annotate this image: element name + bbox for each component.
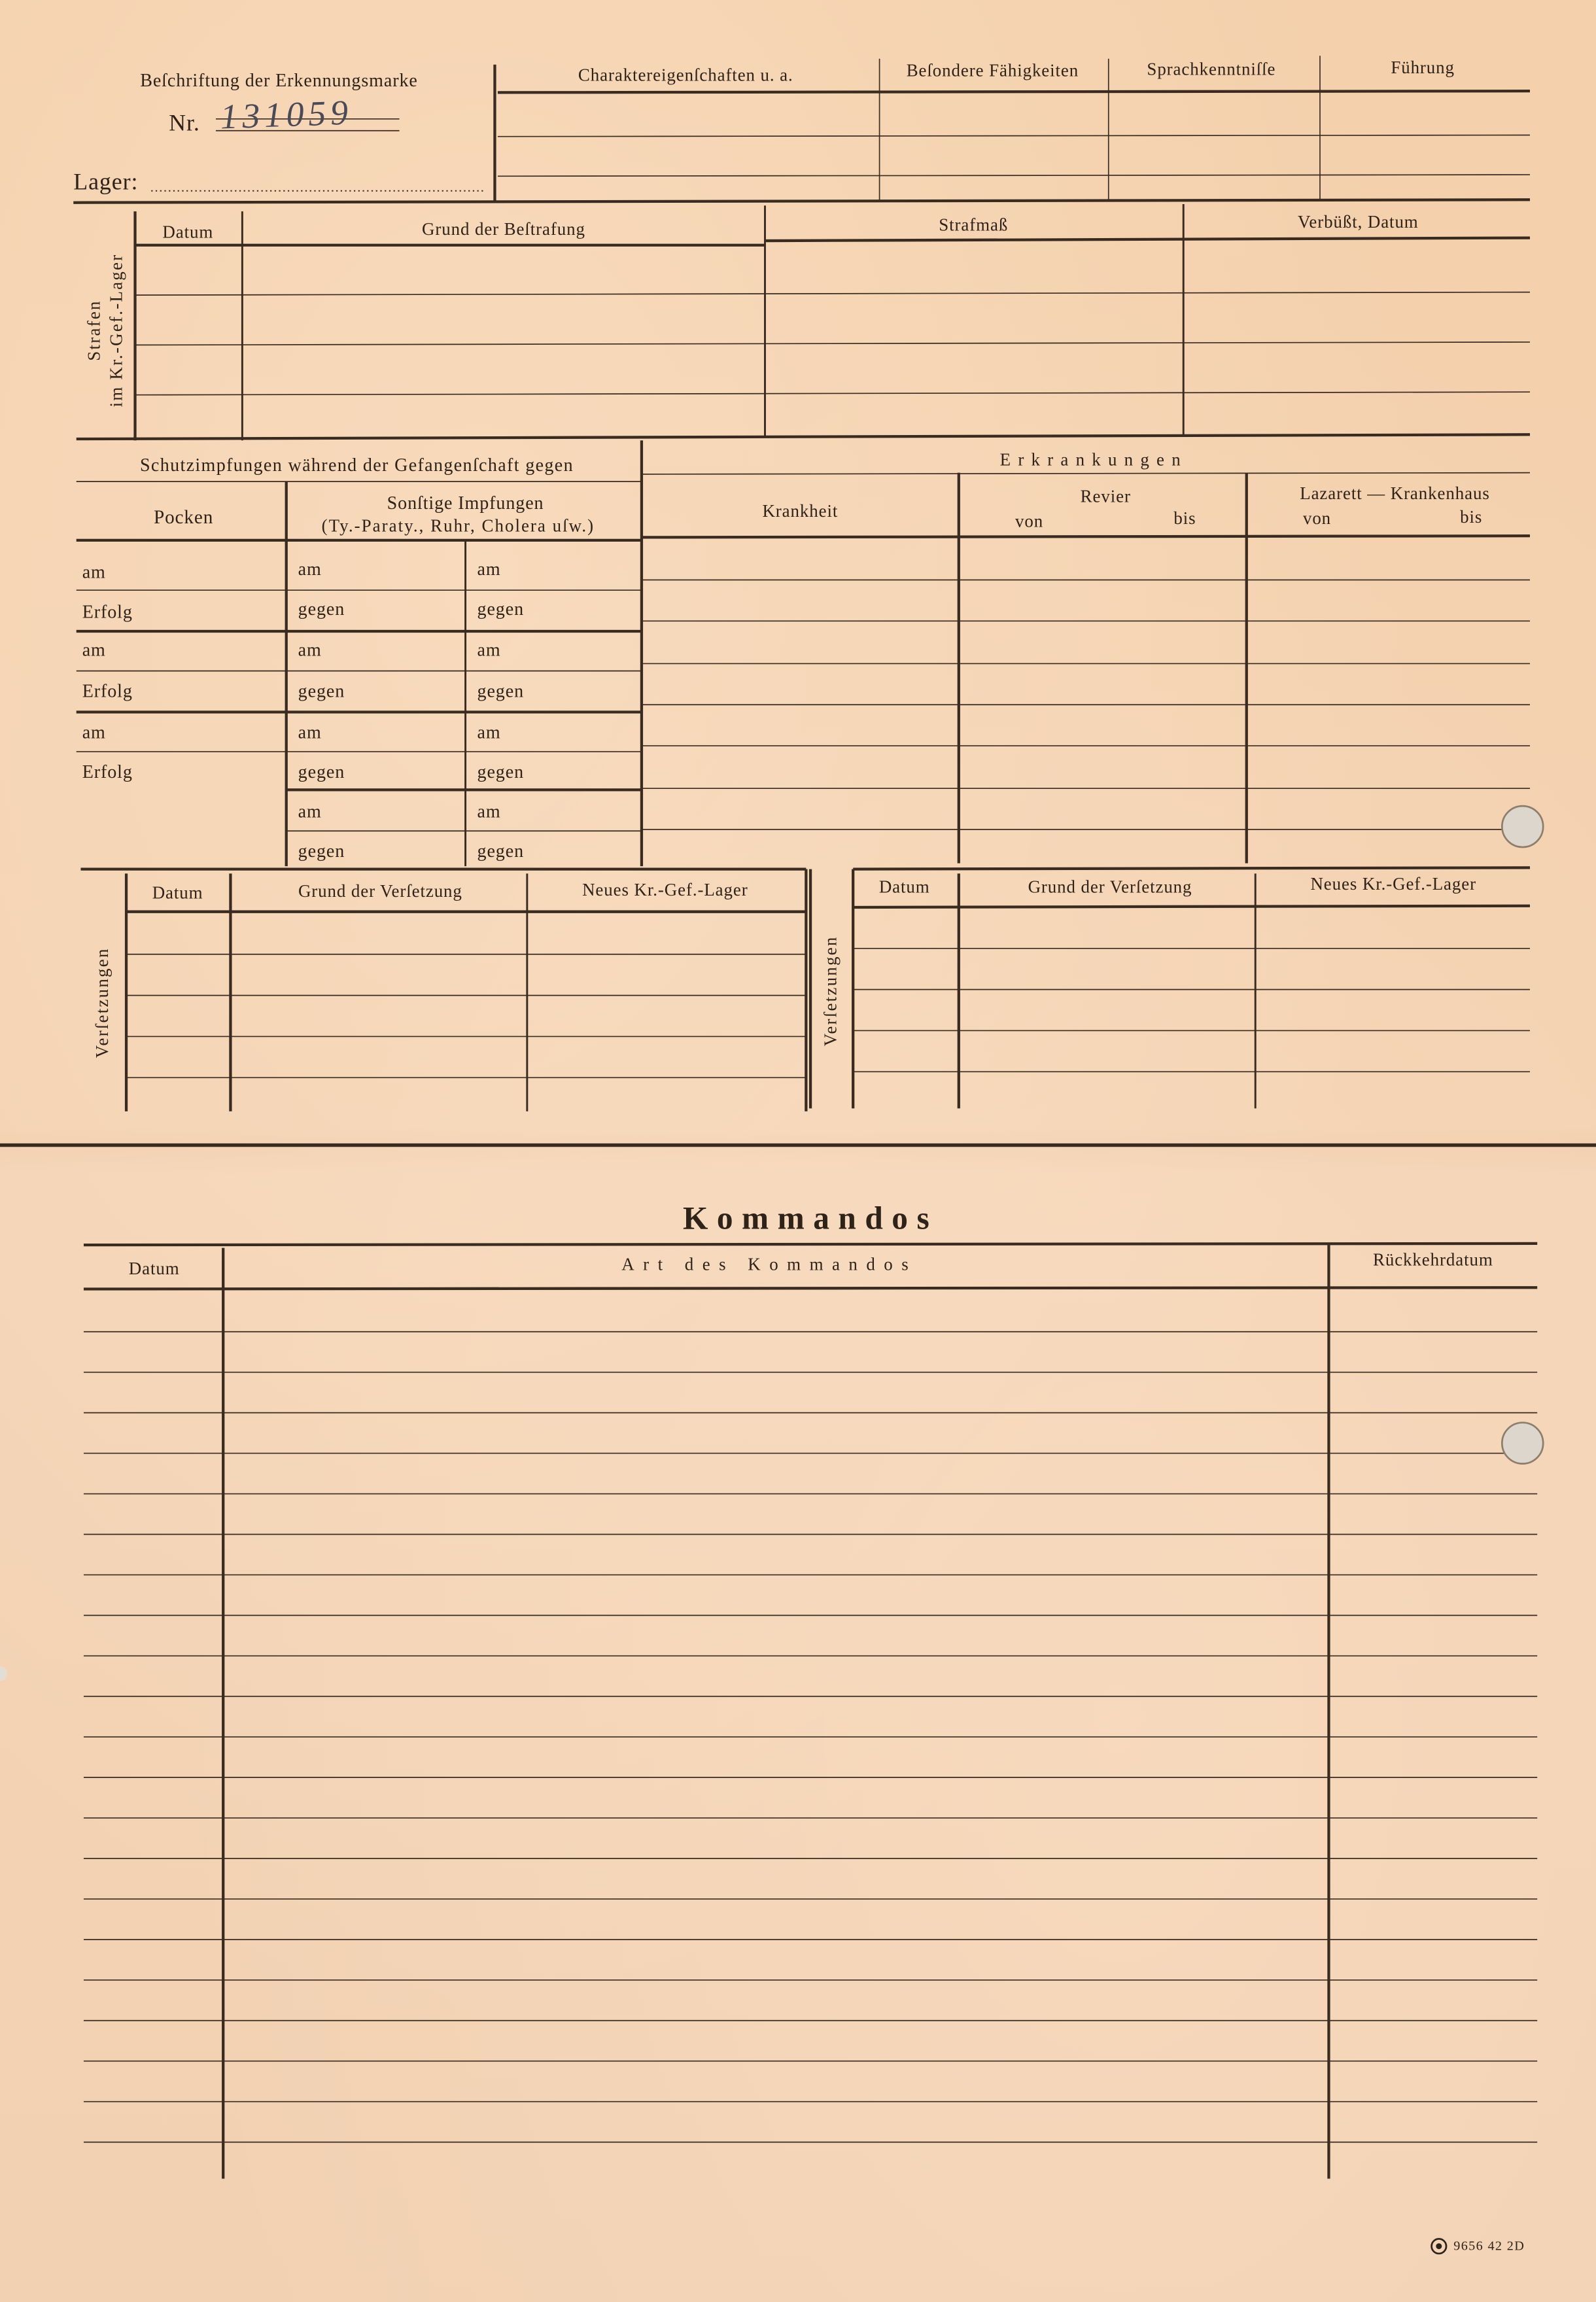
side-label-line: Verſetzungen — [820, 935, 841, 1047]
row-rule — [135, 292, 1530, 295]
header-abilities: Beſondere Fähigkeiten — [906, 60, 1079, 81]
header-other-vaccinations: Sonſtige Impfungen — [387, 493, 544, 514]
row-rule — [77, 434, 1530, 439]
pox-result-label: Erfolg — [82, 601, 133, 623]
row-rule — [498, 135, 1530, 136]
header-command-kind: Art des Kommandos — [621, 1253, 918, 1275]
header-new-camp: Neues Kr.-Gef.-Lager — [1310, 873, 1477, 894]
header-transfer-date: Datum — [878, 876, 930, 898]
header-penalty: Strafmaß — [939, 214, 1009, 235]
header-hospital-from: von — [1302, 508, 1332, 529]
pox-date-label: am — [82, 722, 106, 743]
other-against-label: gegen — [477, 841, 525, 862]
header-transfer-date: Datum — [152, 882, 203, 903]
commands-title: Kommandos — [683, 1199, 939, 1236]
row-rule — [135, 342, 1530, 345]
other-against-label: gegen — [477, 761, 525, 782]
transfers-side-label — [92, 947, 114, 1058]
row-rule — [853, 906, 1530, 907]
header-other-examples: (Ty.-Paraty., Ruhr, Cholera uſw.) — [321, 515, 595, 536]
header-transfer-reason: Grund der Verſetzung — [1028, 876, 1192, 898]
header-sickbay-to: bis — [1173, 508, 1196, 529]
other-against-label: gegen — [298, 841, 345, 862]
pox-result-label: Erfolg — [82, 680, 133, 702]
prisoner-number: 131059 — [219, 94, 353, 137]
row-rule — [853, 867, 1530, 869]
row-rule — [765, 238, 1529, 241]
header-conduct: Führung — [1391, 57, 1455, 78]
print-mark-icon — [1432, 2239, 1446, 2253]
row-rule — [135, 392, 1530, 394]
other-date-label: am — [298, 722, 322, 743]
other-date-label: am — [298, 801, 322, 822]
id-tag-title: Beſchriftung der Erkennungsmarke — [140, 70, 418, 91]
punishments-side-label — [84, 254, 128, 408]
header-pox: Pocken — [153, 506, 214, 528]
illnesses-title: Erkrankungen — [999, 449, 1188, 470]
punch-hole — [1502, 806, 1543, 847]
other-against-label: gegen — [298, 680, 345, 702]
other-against-label: gegen — [477, 680, 525, 702]
other-date-label: am — [477, 559, 501, 580]
transfers-side-label — [820, 935, 842, 1046]
header-character: Charaktereigenſchaften u. a. — [578, 64, 793, 86]
row-rule — [84, 1287, 1537, 1289]
other-date-label: am — [298, 559, 322, 580]
header-hospital-to: bis — [1460, 506, 1483, 527]
other-date-label: am — [477, 639, 501, 661]
pox-date-label: am — [82, 561, 106, 583]
side-label-line: im Kr.-Gef.-Lager — [105, 253, 127, 408]
header-hospital: Lazarett — Krankenhaus — [1300, 483, 1490, 504]
print-code: 9656 42 2D — [1453, 2238, 1525, 2253]
row-rule — [498, 175, 1530, 176]
camp-label: Lager: — [73, 170, 139, 196]
row-rule — [84, 1244, 1537, 1245]
header-new-camp: Neues Kr.-Gef.-Lager — [582, 879, 748, 900]
edge-notch — [0, 1666, 7, 1681]
row-rule — [642, 473, 1530, 474]
row-rule — [642, 536, 1530, 537]
header-languages: Sprachkenntniſſe — [1147, 58, 1276, 80]
other-against-label: gegen — [298, 761, 345, 782]
punch-hole — [1502, 1423, 1543, 1464]
other-against-label: gegen — [477, 599, 525, 619]
other-against-label: gegen — [298, 599, 345, 619]
header-transfer-reason: Grund der Verſetzung — [298, 881, 462, 901]
vaccinations-title: Schutzimpfungen während der Gefangenſchaft gegen — [139, 455, 574, 476]
pox-date-label: am — [82, 639, 106, 661]
side-label-line: Verſetzungen — [92, 947, 113, 1058]
header-sickbay-from: von — [1015, 511, 1044, 532]
number-label: Nr. — [169, 111, 200, 137]
pox-result-label: Erfolg — [82, 761, 133, 782]
header-illness: Krankheit — [762, 500, 839, 521]
other-date-label: am — [298, 639, 322, 661]
other-date-label: am — [477, 801, 501, 822]
row-rule — [73, 200, 1530, 202]
header-punishment-date: Datum — [162, 221, 214, 243]
other-date-label: am — [477, 722, 501, 743]
side-label-line: Strafen — [83, 300, 105, 361]
header-sickbay: Revier — [1080, 485, 1131, 507]
row-rule — [498, 91, 1530, 92]
header-return-date: Rückkehrdatum — [1372, 1249, 1493, 1270]
header-served: Verbüßt, Datum — [1298, 211, 1419, 232]
header-punishment-reason: Grund der Beſtrafung — [422, 218, 585, 239]
header-command-date: Datum — [128, 1258, 180, 1279]
